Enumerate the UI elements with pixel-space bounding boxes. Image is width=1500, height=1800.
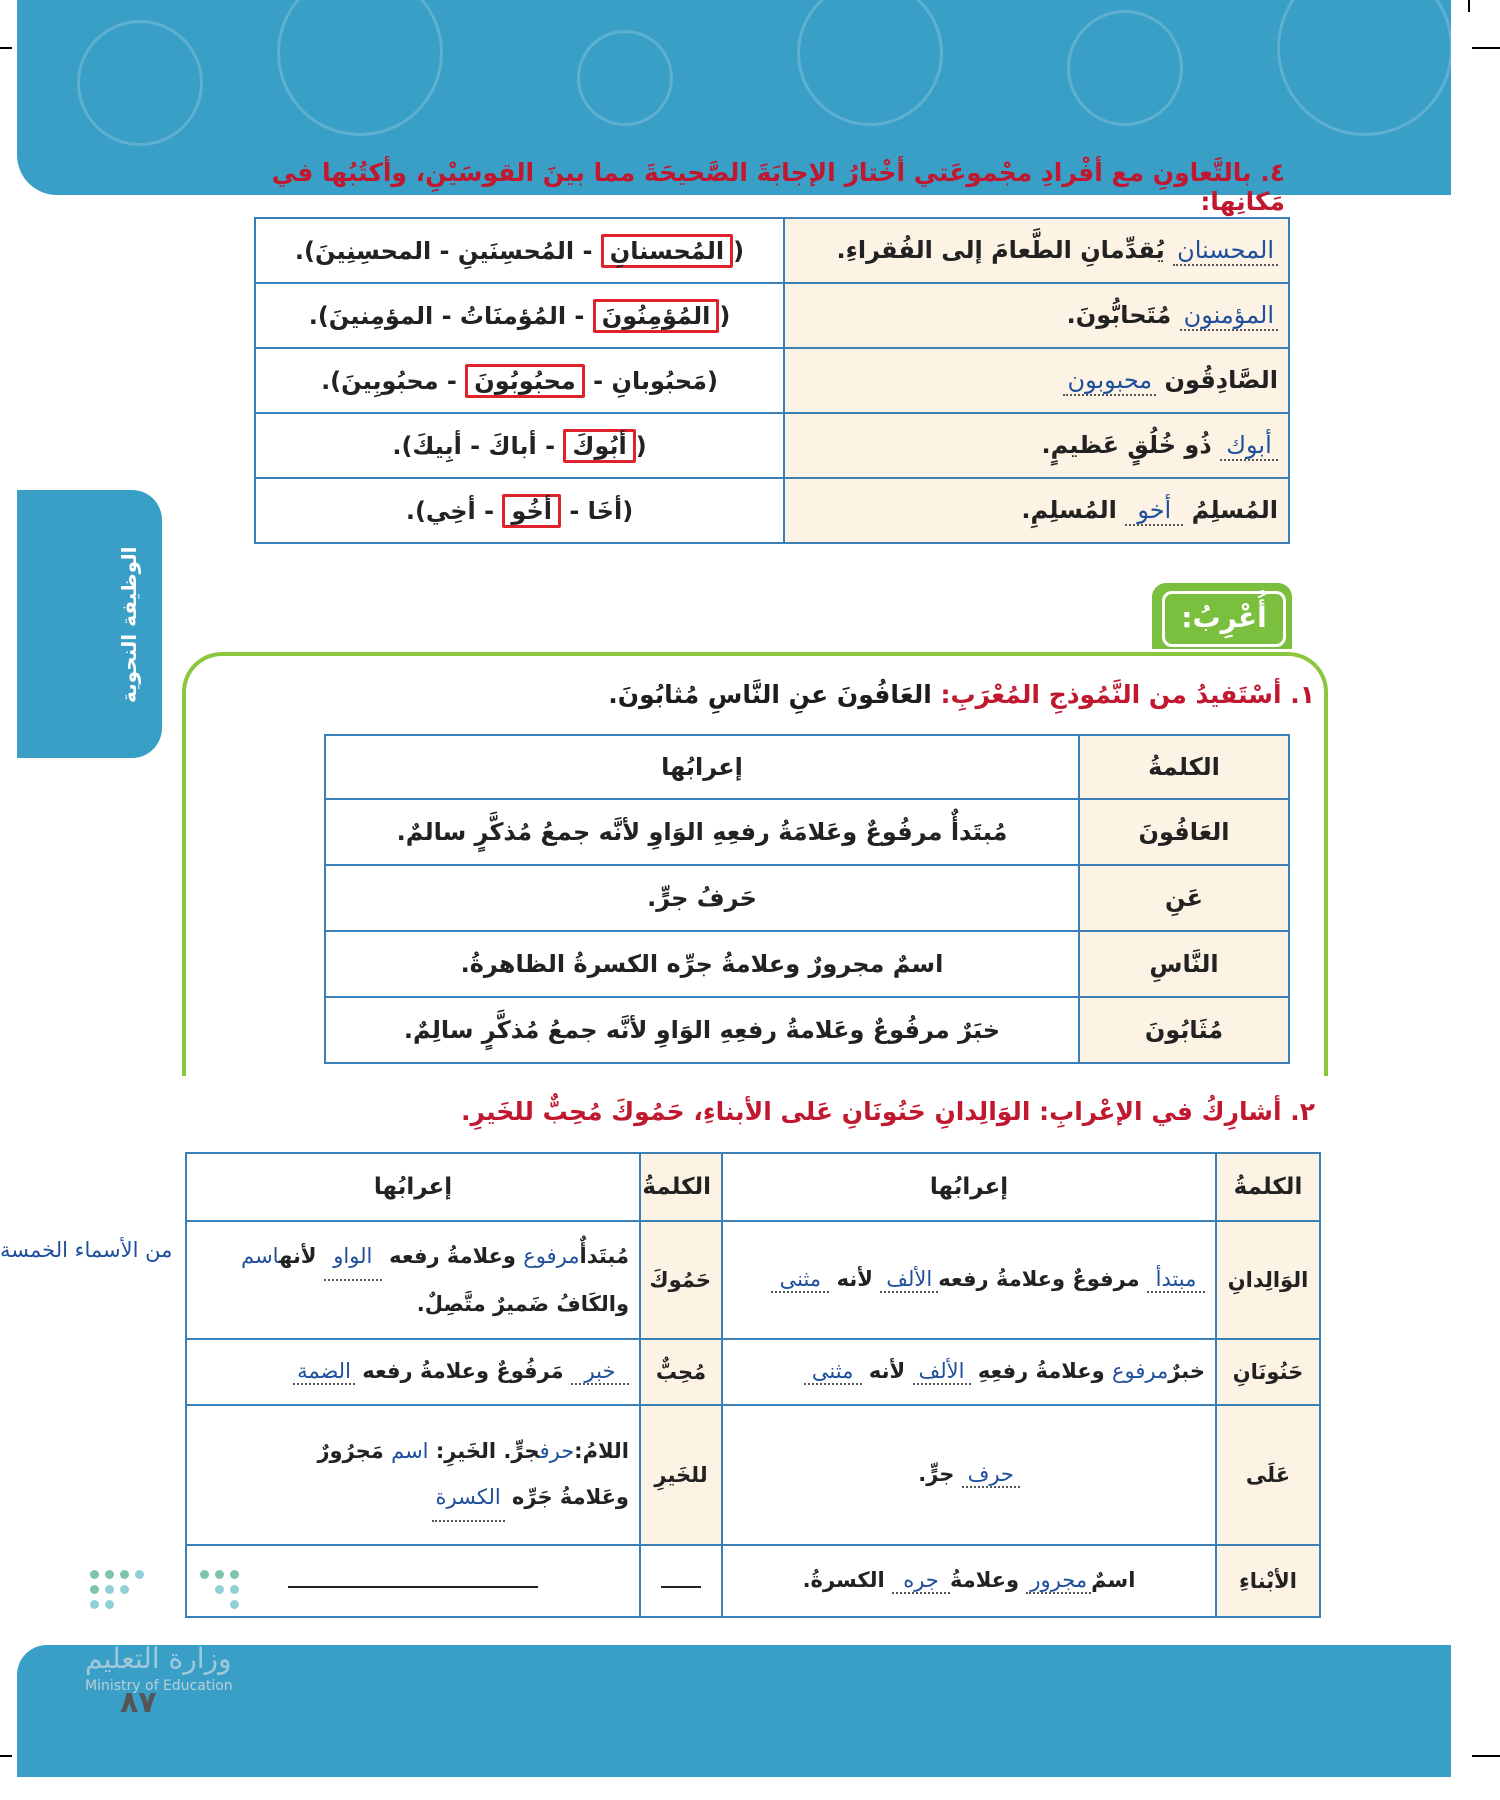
- options-cell: (مَحبُوبانِ - محبُوبُونَ - محبُوبِينَ).: [255, 348, 784, 413]
- options-cell: (المُؤمِنُونَ - المُؤمنَاتُ - المؤمِنينَ).: [255, 283, 784, 348]
- ex2-sentence: الوَالِدانِ حَنُونَانِ عَلى الأبناءِ، حَمُوكَ مُحِبٌّ للخَيرِ.: [461, 1097, 1031, 1126]
- table-header-row: [325, 735, 1289, 799]
- options-cell: (أبُوكَ - أباكَ - أبِيكَ).: [255, 413, 784, 478]
- exercise4-table: [254, 217, 1290, 544]
- col-header-word: الكلمةُ: [640, 1153, 722, 1221]
- correct-choice-box: محبُوبُونَ: [465, 364, 585, 398]
- ex2-heading: ٢. أشارِكُ في الإعْرابِ: الوَالِدانِ حَنُونَانِ عَلى الأبناءِ، حَمُوكَ مُحِبٌّ للخَيرِ.: [461, 1097, 1315, 1126]
- crop-mark: [0, 1755, 12, 1757]
- crop-mark: [1472, 1755, 1500, 1757]
- table-row: [255, 348, 1289, 413]
- answer-blank[interactable]: أخو: [1125, 496, 1183, 526]
- blank-line: [661, 1586, 701, 1588]
- table-row: [255, 478, 1289, 543]
- crop-mark: [1468, 0, 1470, 12]
- table-row: الوَالِدانِ مبتدأ مرفوعٌ وعلامةُ رفعهالألف لأنه مثنى حَمُوكَ مُبتَدأٌمرفوع وعلامةُ رفعه الواو لأنهاسم والكَافُ ضَميرٌ متَّصِلٌ.: [186, 1221, 1320, 1339]
- table-row: الأبْناءِ اسمٌمجرور وعلامةُجره الكسرةُ.: [186, 1545, 1320, 1617]
- correct-choice-box: أخُو: [502, 494, 561, 528]
- table-row: [255, 283, 1289, 348]
- table-row: النَّاسِ اسمٌ مجرورٌ وعلامةُ جرِّه الكسرةُ الظاهرةُ.: [325, 931, 1289, 997]
- table-row: مُثَابُونَ خبَرٌ مرفُوعٌ وعَلامةُ رفعِهِ الوَاوِ لأنَّه جمعُ مُذكَّرٍ سالِمٌ.: [325, 997, 1289, 1063]
- answer-blank[interactable]: أبوك: [1220, 431, 1278, 461]
- ministry-logo: [70, 1560, 270, 1700]
- table-row: [255, 218, 1289, 283]
- exercise4-heading: ٤. بالتَّعاونِ مع أفْرادِ مجْموعَتي أخْتارُ الإجابَةَ الصَّحيحَةَ مما بينَ القوسَيْنِ، وأكتُبُها في مَكانِها:: [271, 158, 1285, 216]
- ex1-sentence: العَافُونَ عنِ النَّاسِ مُثابُونَ.: [608, 680, 932, 709]
- ex1-heading: ١. أسْتَفيدُ من النَّمُوذجِ المُعْرَبِ: العَافُونَ عنِ النَّاسِ مُثابُونَ.: [608, 680, 1315, 709]
- col-header-word: الكلمةُ: [1216, 1153, 1320, 1221]
- crop-mark: [0, 47, 12, 49]
- table-row: عَلَى حرف جرٍّ. للخَيرِ اللامُ:حرفجرٍّ. الخَيرِ: اسم مَجرُورٌ وعَلامةُ جَرِّه الكسرة: [186, 1405, 1320, 1545]
- col-header-parse: إعرابُها: [325, 735, 1079, 799]
- blank-line: [288, 1586, 538, 1588]
- sentence-cell: المؤمنون مُتَحابُّونَ.: [784, 283, 1289, 348]
- section-title: أُعْرِبُ:: [1162, 591, 1286, 647]
- sentence-cell: المُسلِمُ أخو المُسلِمِ.: [784, 478, 1289, 543]
- answer-blank[interactable]: المحسنان: [1173, 236, 1278, 266]
- table-header-row: [186, 1153, 1320, 1221]
- crop-mark: [1472, 47, 1500, 49]
- col-header-word: الكلمةُ: [1079, 735, 1289, 799]
- options-cell: (المُحسنانِ - المُحسِنَينِ - المحسِنِينَ).: [255, 218, 784, 283]
- margin-answer-note: من الأسماء الخمسة: [0, 1238, 173, 1262]
- logo-subtext: Ministry of Education: [85, 1678, 233, 1694]
- side-tab-label: الوظيفة النحوية: [117, 546, 141, 704]
- table-row: [255, 413, 1289, 478]
- col-header-parse: إعرابُها: [722, 1153, 1216, 1221]
- answer-blank[interactable]: المؤمنون: [1180, 301, 1278, 331]
- ex1-table: [324, 734, 1290, 1064]
- answer-blank[interactable]: محبوبون: [1063, 366, 1156, 396]
- sentence-cell: الصَّادِقُون محبوبون: [784, 348, 1289, 413]
- logo-text: وزارة التعليم: [85, 1642, 232, 1675]
- col-header-parse: إعرابُها: [186, 1153, 640, 1221]
- table-row: العَافُونَ مُبتَدأٌ مرفُوعٌ وعَلامَةُ رفعِهِ الوَاوِ لأنَّه جمعُ مُذكَّرٍ سالمٌ.: [325, 799, 1289, 865]
- ex2-table: [185, 1152, 1321, 1618]
- section-side-tab: [17, 490, 162, 758]
- options-cell: (أخَا - أخُو - أخِي).: [255, 478, 784, 543]
- table-row: عَنِ حَرفُ جرٍّ.: [325, 865, 1289, 931]
- correct-choice-box: المُؤمِنُونَ: [593, 299, 720, 333]
- page-number: ٨٧: [120, 1685, 157, 1720]
- sentence-cell: أبوك ذُو خُلُقٍ عَظيمٍ.: [784, 413, 1289, 478]
- sentence-cell: المحسنان يُقدِّمانِ الطَّعامَ إلى الفُقراءِ.: [784, 218, 1289, 283]
- correct-choice-box: المُحسنانِ: [601, 234, 733, 268]
- correct-choice-box: أبُوكَ: [563, 429, 635, 463]
- table-row: حَنُونَانِ خبرٌمرفوع وعلامةُ رفعِهِ الألف لأنه مثنى مُحِبٌّ خبر مَرفُوعٌ وعلامةُ رفعه الضمة: [186, 1339, 1320, 1405]
